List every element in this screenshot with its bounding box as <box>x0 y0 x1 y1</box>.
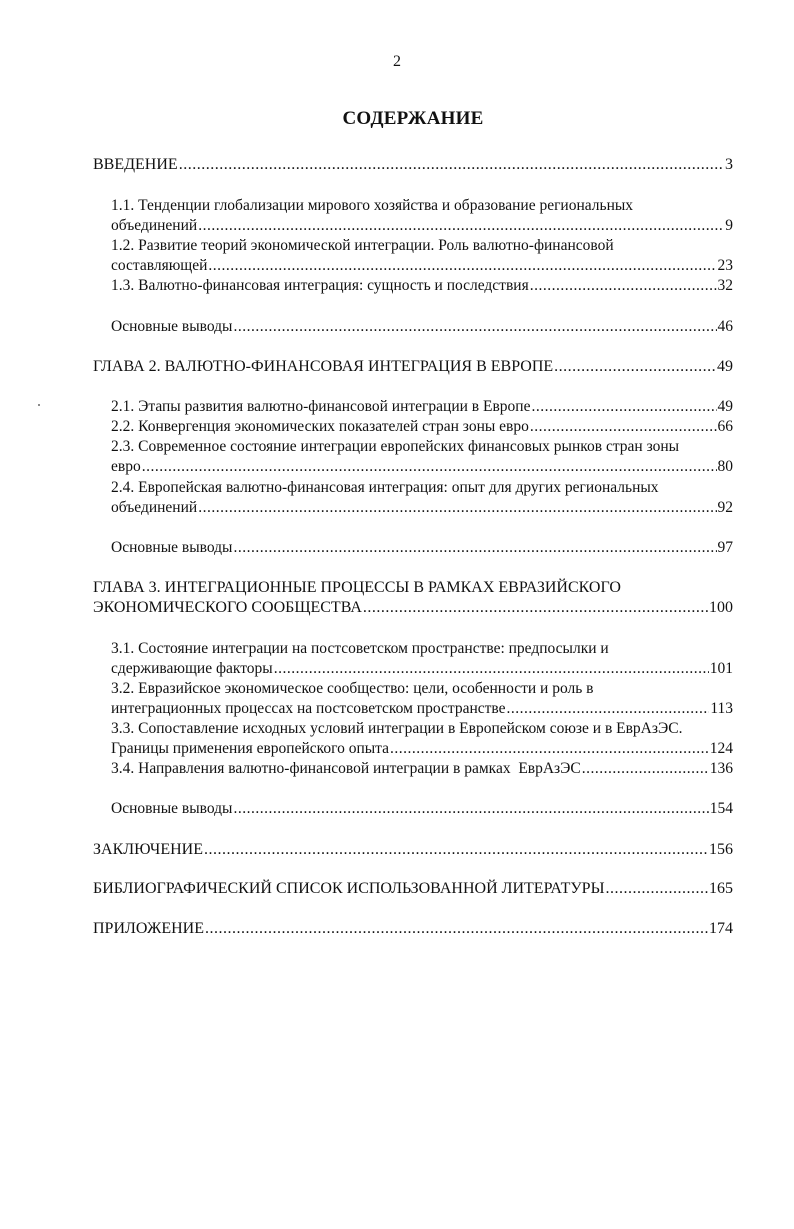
toc-entry-text-continued: объединений <box>111 217 198 234</box>
toc-page-number: 101 <box>709 660 733 677</box>
dot-leader <box>205 919 708 939</box>
toc-entry-3-4 <box>111 759 733 779</box>
toc-page-number: 97 <box>717 539 733 556</box>
dot-leader <box>233 538 716 558</box>
toc-entry-text: 2.3. Современное состояние интеграции европейских финансовых рынков стран зоны <box>111 438 680 455</box>
toc-entry-text: ВВЕДЕНИЕ <box>93 156 178 173</box>
toc-page-number: 124 <box>709 740 733 757</box>
toc-entry-1-3 <box>111 276 733 296</box>
toc-entry-text: Основные выводы <box>111 539 233 556</box>
toc-entry-chapter2-conclusions <box>111 538 733 558</box>
dot-leader <box>554 357 716 377</box>
dot-leader <box>530 276 717 296</box>
toc-entry-text-continued: объединений <box>111 499 198 516</box>
toc-page-number: 136 <box>709 760 733 777</box>
toc-entry-text: ЗАКЛЮЧЕНИЕ <box>93 841 203 858</box>
toc-entry-text: Основные выводы <box>111 800 233 817</box>
toc-entry-chapter3-conclusions <box>111 799 733 819</box>
toc-entry-text-continued: составляющей <box>111 257 208 274</box>
dot-leader <box>142 457 717 477</box>
toc-page-number: 49 <box>717 398 733 415</box>
toc-entry-appendix <box>93 919 733 939</box>
toc-entry-text: БИБЛИОГРАФИЧЕСКИЙ СПИСОК ИСПОЛЬЗОВАННОЙ ЛИТЕРАТУРЫ <box>93 880 605 897</box>
toc-page-number: 100 <box>709 599 733 616</box>
scan-speck <box>38 404 40 406</box>
toc-entry-conclusion <box>93 840 733 860</box>
toc-page-number: 23 <box>717 257 733 274</box>
toc-entry-chapter1-conclusions <box>111 317 733 337</box>
toc-entry-text-continued: сдерживающие факторы <box>111 660 273 677</box>
toc-page-number: 154 <box>709 800 733 817</box>
toc-entry-text: 3.4. Направления валютно-финансовой интеграции в рамках ЕврАзЭС <box>111 760 581 777</box>
toc-entry-text-continued: интеграционных процессах на постсоветском пространстве <box>111 700 506 717</box>
toc-entry-text: 3.2. Евразийское экономическое сообщество: цели, особенности и роль в <box>111 680 594 697</box>
toc-page-number: 66 <box>717 418 733 435</box>
toc-page-number: 46 <box>717 318 733 335</box>
toc-entry-2-2 <box>111 417 733 437</box>
toc-page-number: 9 <box>725 217 733 234</box>
dot-leader <box>582 759 709 779</box>
toc-entry-text: 2.1. Этапы развития валютно-финансовой интеграции в Европе <box>111 398 531 415</box>
toc-entry-3-3 <box>111 719 733 759</box>
toc-page-number: 174 <box>709 920 733 937</box>
toc-page-number: 113 <box>710 700 733 717</box>
dot-leader <box>233 317 716 337</box>
dot-leader <box>606 879 708 899</box>
dot-leader <box>179 155 724 175</box>
toc-entry-text: 3.1. Состояние интеграции на постсоветском пространстве: предпосылки и <box>111 640 609 657</box>
dot-leader <box>233 799 708 819</box>
dot-leader <box>530 417 717 437</box>
toc-entry-text: 1.2. Развитие теорий экономической интеграции. Роль валютно-финансовой <box>111 237 614 254</box>
toc-entry-introduction <box>93 155 733 175</box>
dot-leader <box>208 256 716 276</box>
toc-page-number: 80 <box>717 458 733 475</box>
dot-leader <box>204 840 708 860</box>
dot-leader <box>198 216 724 236</box>
toc-page-number: 156 <box>709 841 733 858</box>
toc-entry-text: ГЛАВА 2. ВАЛЮТНО-ФИНАНСОВАЯ ИНТЕГРАЦИЯ В ЕВРОПЕ <box>93 358 554 375</box>
toc-page-number: 3 <box>725 156 733 173</box>
toc-entry-text: 2.4. Европейская валютно-финансовая интеграция: опыт для других региональных <box>111 479 659 496</box>
toc-entry-3-1 <box>111 639 733 679</box>
toc-entry-text-continued: евро <box>111 458 141 475</box>
toc-page-number: 92 <box>717 499 733 516</box>
dot-leader <box>274 659 709 679</box>
page-number: 2 <box>393 53 401 70</box>
toc-entry-text: 2.2. Конвергенция экономических показателей стран зоны евро <box>111 418 529 435</box>
toc-page-number: 165 <box>709 880 733 897</box>
toc-entry-text: ГЛАВА 3. ИНТЕГРАЦИОННЫЕ ПРОЦЕССЫ В РАМКАХ ЕВРАЗИЙСКОГО <box>93 579 621 596</box>
dot-leader <box>507 699 710 719</box>
dot-leader <box>531 397 716 417</box>
toc-entry-bibliography <box>93 879 733 899</box>
toc-entry-text: 3.3. Сопоставление исходных условий интеграции в Европейском союзе и в ЕврАзЭС. <box>111 720 683 737</box>
toc-page-number: 49 <box>717 358 733 375</box>
dot-leader <box>198 498 716 518</box>
toc-entry-2-3 <box>111 437 733 477</box>
toc-page-number: 32 <box>717 277 733 294</box>
toc-entry-chapter-2 <box>93 357 733 377</box>
toc-entry-text: 1.3. Валютно-финансовая интеграция: сущность и последствия <box>111 277 529 294</box>
toc-entry-2-1 <box>111 397 733 417</box>
page-title: СОДЕРЖАНИЕ <box>342 108 484 129</box>
dot-leader <box>363 598 708 618</box>
toc-entry-1-2 <box>111 236 733 276</box>
toc-entry-3-2 <box>111 679 733 719</box>
toc-entry-text-continued: ЭКОНОМИЧЕСКОГО СООБЩЕСТВА <box>93 599 362 616</box>
toc-entry-chapter-3 <box>93 578 733 618</box>
toc-entry-text-continued: Границы применения европейского опыта <box>111 740 390 757</box>
toc-entry-text: Основные выводы <box>111 318 233 335</box>
dot-leader <box>390 739 709 759</box>
toc-entry-1-1 <box>111 196 733 236</box>
toc-entry-2-4 <box>111 478 733 518</box>
toc-entry-text: ПРИЛОЖЕНИЕ <box>93 920 205 937</box>
toc-entry-text: 1.1. Тенденции глобализации мирового хозяйства и образование региональных <box>111 197 634 214</box>
